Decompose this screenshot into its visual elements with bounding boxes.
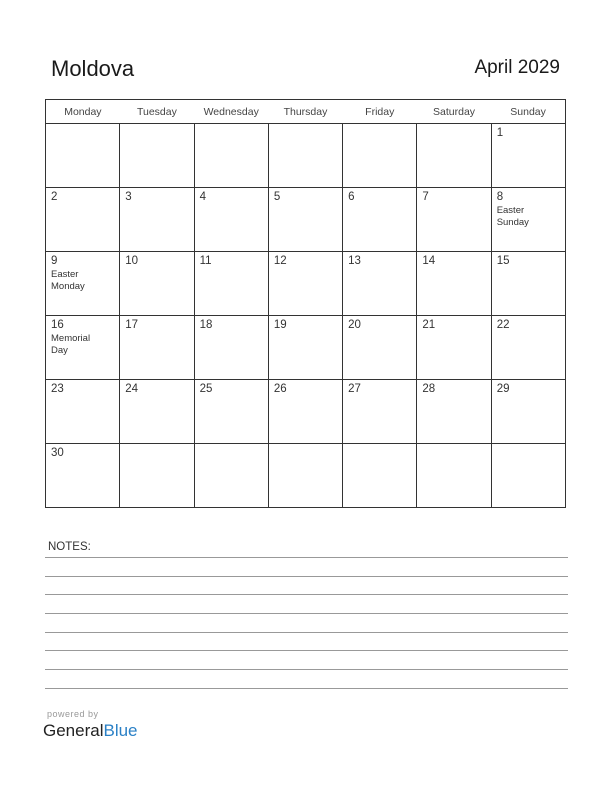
- day-cell: [120, 188, 194, 252]
- day-cell: [46, 252, 120, 316]
- day-number: 19: [273, 319, 287, 331]
- day-cell: [268, 252, 342, 316]
- day-cell: [194, 316, 268, 380]
- day-cell: [268, 380, 342, 444]
- day-cell: [417, 316, 491, 380]
- day-number: 4: [199, 191, 206, 203]
- day-cell: [491, 124, 565, 188]
- day-cell: [194, 188, 268, 252]
- weekday-header: Tuesday: [120, 100, 194, 124]
- day-number: 10: [125, 255, 139, 267]
- notes-label: NOTES:: [48, 541, 91, 553]
- day-cell: [343, 444, 417, 508]
- day-number: 8: [496, 191, 504, 203]
- day-number: 9: [51, 255, 58, 267]
- week-row: [46, 252, 566, 316]
- day-cell: [194, 380, 268, 444]
- day-cell: [120, 316, 194, 380]
- week-row: [46, 188, 566, 252]
- day-number: 7: [422, 191, 429, 203]
- powered-by-text: powered by: [47, 709, 99, 719]
- day-number: 30: [51, 447, 64, 459]
- note-line: [45, 557, 568, 558]
- day-number: 27: [348, 383, 361, 395]
- day-cell: [120, 252, 194, 316]
- day-cell: [120, 380, 194, 444]
- weekday-header: Wednesday: [194, 100, 268, 124]
- day-cell: [194, 252, 268, 316]
- day-cell: [491, 380, 565, 444]
- day-number: 23: [51, 383, 64, 395]
- day-cell: [417, 188, 491, 252]
- day-cell: [343, 380, 417, 444]
- day-cell: [268, 124, 342, 188]
- day-cell: [46, 380, 120, 444]
- day-number: 16: [51, 319, 64, 331]
- day-cell: [491, 252, 565, 316]
- weekday-header: Sunday: [491, 100, 565, 124]
- brand-logo: [43, 721, 138, 741]
- day-cell: [120, 444, 194, 508]
- day-cell: [491, 188, 565, 252]
- week-row: [46, 124, 566, 188]
- day-number: 29: [496, 383, 510, 395]
- day-cell: [46, 444, 120, 508]
- month-title: April 2029: [474, 57, 560, 78]
- note-line: [45, 613, 568, 614]
- day-cell: [268, 188, 342, 252]
- day-number: 28: [422, 383, 436, 395]
- day-cell: [194, 444, 268, 508]
- weekday-header: Saturday: [417, 100, 491, 124]
- holiday-label: Easter: [51, 269, 79, 280]
- day-cell: [268, 444, 342, 508]
- day-cell: [46, 316, 120, 380]
- day-cell: [417, 252, 491, 316]
- holiday-label: Sunday: [496, 217, 529, 228]
- note-line: [45, 594, 568, 595]
- holiday-label: Day: [51, 345, 68, 356]
- day-cell: [417, 124, 491, 188]
- day-number: 12: [273, 255, 287, 267]
- day-cell: [491, 444, 565, 508]
- day-cell: [46, 188, 120, 252]
- day-number: 6: [348, 191, 355, 203]
- week-row: [46, 444, 566, 508]
- day-number: 25: [199, 383, 213, 395]
- week-row: [46, 316, 566, 380]
- weekday-header-row: [46, 100, 566, 124]
- day-number: 2: [51, 191, 58, 203]
- day-cell: [343, 124, 417, 188]
- day-cell: [268, 316, 342, 380]
- weekday-header: Thursday: [268, 100, 342, 124]
- weekday-header: Monday: [46, 100, 120, 124]
- brand-general: General: [43, 721, 104, 740]
- day-number: 1: [496, 127, 504, 139]
- day-cell: [46, 124, 120, 188]
- day-cell: [417, 444, 491, 508]
- note-line: [45, 669, 568, 670]
- note-line: [45, 576, 568, 577]
- day-number: 17: [125, 319, 139, 331]
- calendar-grid: [45, 99, 566, 508]
- day-cell: [343, 316, 417, 380]
- day-cell: [491, 316, 565, 380]
- day-cell: [417, 380, 491, 444]
- note-line: [45, 688, 568, 689]
- day-number: 3: [125, 191, 132, 203]
- holiday-label: Memorial: [51, 333, 91, 344]
- week-row: [46, 380, 566, 444]
- holiday-label: Monday: [51, 281, 85, 292]
- day-number: 24: [125, 383, 139, 395]
- holiday-label: Easter: [496, 205, 525, 216]
- day-number: 18: [199, 319, 213, 331]
- day-number: 20: [348, 319, 361, 331]
- day-cell: [343, 252, 417, 316]
- day-number: 15: [496, 255, 510, 267]
- day-number: 11: [199, 255, 212, 267]
- day-number: 21: [422, 319, 436, 331]
- day-number: 13: [348, 255, 361, 267]
- note-line: [45, 632, 568, 633]
- day-number: 5: [273, 191, 281, 203]
- weekday-header: Friday: [343, 100, 417, 124]
- country-title: Moldova: [51, 56, 135, 81]
- day-cell: [343, 188, 417, 252]
- brand-blue: Blue: [103, 721, 138, 740]
- day-number: 26: [273, 383, 287, 395]
- day-number: 14: [422, 255, 436, 267]
- note-line: [45, 650, 568, 651]
- day-number: 22: [496, 319, 510, 331]
- day-cell: [120, 124, 194, 188]
- day-cell: [194, 124, 268, 188]
